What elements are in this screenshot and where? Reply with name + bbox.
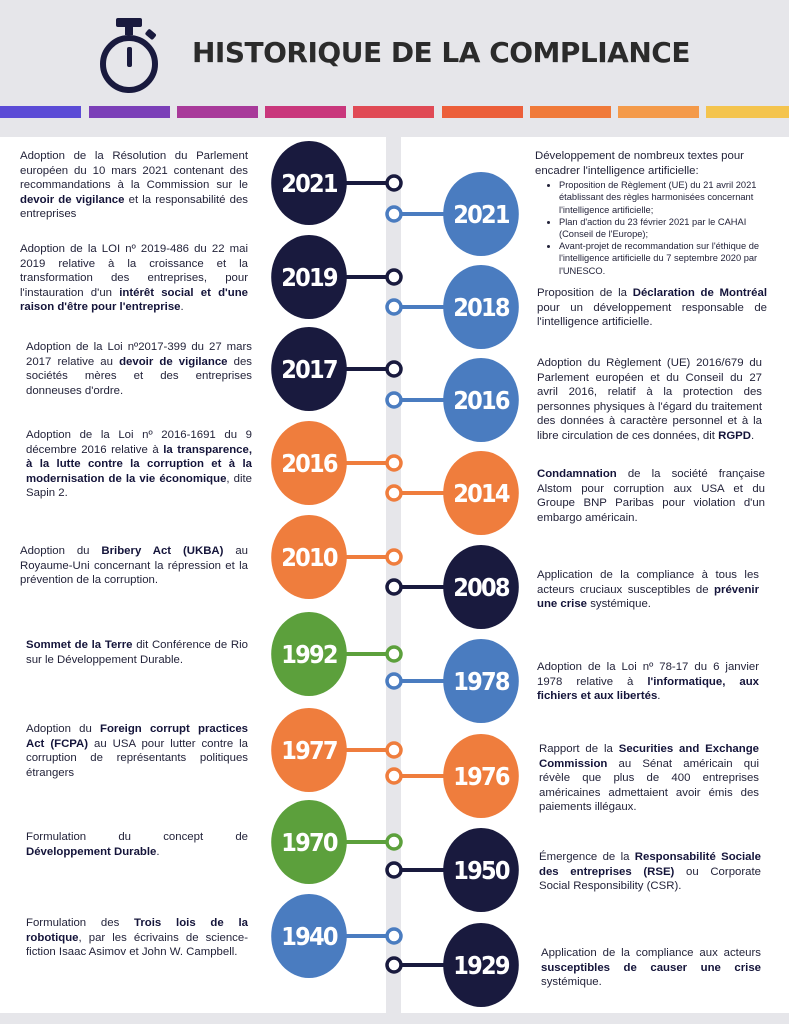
timeline-dot xyxy=(387,362,401,376)
year-badge: 2014 xyxy=(443,451,519,535)
year-badge: 2008 xyxy=(443,545,519,629)
stripe-segment xyxy=(706,106,789,118)
event-emphasis: devoir de vigilance xyxy=(20,193,125,206)
right-event-text xyxy=(535,149,765,277)
left-event-text xyxy=(26,916,248,960)
left-event-text xyxy=(26,830,248,859)
timeline-dot xyxy=(387,958,401,972)
event-emphasis: Sommet de la Terre xyxy=(26,639,133,651)
stripe-segment xyxy=(353,106,434,118)
event-text-span: Adoption de la Résolution du Parlement européen du 10 mars 2021 contenant des recommandations à la Commission sur le xyxy=(20,150,248,192)
event-emphasis: Développement Durable xyxy=(26,845,157,858)
left-event-text xyxy=(26,638,248,667)
year-badge: 1976 xyxy=(443,734,519,818)
event-emphasis: Securities and Exchange Commission xyxy=(539,743,759,770)
stripe-segment xyxy=(442,106,523,118)
year-badge: 2010 xyxy=(271,515,347,599)
timeline-dot xyxy=(387,207,401,221)
year-badge: 2021 xyxy=(271,141,347,225)
year-badge: 1929 xyxy=(443,923,519,1007)
event-text-span: , dite Sapin 2. xyxy=(26,472,252,500)
timeline-dot xyxy=(387,393,401,407)
event-text-span: Application de la compliance à tous les acteurs cruciaux susceptibles de xyxy=(537,569,759,596)
timeline-dot xyxy=(387,769,401,783)
left-event-text xyxy=(26,428,252,501)
event-text-span: dit Conférence de Rio sur le Développement Durable. xyxy=(26,639,248,666)
event-emphasis: Bribery Act (UKBA) xyxy=(101,545,224,557)
event-text-span: Adoption du xyxy=(20,545,102,557)
event-bullet-list xyxy=(535,179,765,277)
list-item: • Avant-projet de recommandation sur l'éthique de l'intelligence artificielle du 7 septembre 2020 par l'UNESCO. xyxy=(559,240,765,277)
right-event-text xyxy=(537,568,759,612)
event-emphasis: Foreign corrupt practices Act (FCPA) xyxy=(26,723,249,750)
year-badge: 2016 xyxy=(443,358,519,442)
event-text-span: . xyxy=(156,845,160,858)
event-text-span: Adoption du xyxy=(26,723,100,735)
year-badge: 1940 xyxy=(271,894,347,978)
timeline-dot xyxy=(387,176,401,190)
list-item: • Proposition de Règlement (UE) du 21 avril 2021 établissant des règles harmonisées concernant l'intelligence artificielle; xyxy=(559,179,765,216)
event-text-span: au USA pour lutter contre la corruption de représentants politiques étrangers xyxy=(26,737,248,779)
page-title: HISTORIQUE DE LA COMPLIANCE xyxy=(192,36,690,69)
year-badge: 2017 xyxy=(271,327,347,411)
timeline-dot xyxy=(387,270,401,284)
event-emphasis: intérêt social et d'une raison d'être pour l'entreprise xyxy=(20,286,248,314)
event-emphasis: Trois lois de la robotique xyxy=(26,917,248,944)
timeline-dot xyxy=(387,743,401,757)
right-event-text xyxy=(541,946,761,990)
year-badge: 1978 xyxy=(443,639,519,723)
left-event-text xyxy=(20,149,248,222)
year-badge: 2019 xyxy=(271,235,347,319)
header xyxy=(0,0,789,103)
event-text-span: au Royaume-Uni concernant la répression et la prévention de la corruption. xyxy=(20,545,248,587)
right-event-text xyxy=(539,850,761,894)
timeline-dot xyxy=(387,300,401,314)
stripe-segment xyxy=(265,106,346,118)
event-text-span: Formulation du concept de xyxy=(26,831,248,843)
timeline-dot xyxy=(387,863,401,877)
event-text-span: . xyxy=(657,690,661,703)
list-item: • Plan d'action du 23 février 2021 par le CAHAI (Conseil de l'Europe); xyxy=(559,216,765,240)
event-emphasis: l'informatique, aux fichiers et aux libertés xyxy=(537,675,760,703)
event-emphasis: prévenir une crise xyxy=(537,583,759,611)
year-badge: 1977 xyxy=(271,708,347,792)
event-text-span: systémique. xyxy=(541,976,602,989)
event-text-span: Application de la compliance aux acteurs xyxy=(541,947,761,959)
timeline-dot xyxy=(387,580,401,594)
event-text-span: pour un développement responsable de l'intelligence artificielle. xyxy=(537,301,767,329)
timeline-dot xyxy=(387,835,401,849)
event-text-span: Rapport de la xyxy=(539,743,619,755)
event-emphasis: Condamnation xyxy=(537,468,617,480)
year-badge: 2016 xyxy=(271,421,347,505)
timeline-dot xyxy=(387,647,401,661)
timeline-dot xyxy=(387,486,401,500)
timeline-dot xyxy=(387,929,401,943)
year-badge: 1950 xyxy=(443,828,519,912)
event-text-span: Adoption de la LOI nº 2019-486 du 22 mai 2019 relative à la croissance et la transformation des entreprises, pour l'instauration d'un xyxy=(20,243,248,299)
timeline-dot xyxy=(387,456,401,470)
stripe-segment xyxy=(0,106,81,118)
event-emphasis: Déclaration de Montréal xyxy=(632,287,767,299)
right-event-text xyxy=(537,286,767,330)
left-event-text xyxy=(20,242,248,315)
right-event-text xyxy=(537,356,762,444)
event-text-span: Adoption du Règlement (UE) 2016/679 du Parlement européen et du Conseil du 27 avril 2016, relatif à la protection des personnes physiques à l'égard du traitement des données à caractère personnel et à la libre circulation de ces données, dit xyxy=(537,357,762,442)
event-text-span: ou Corporate Social Responsibility (CSR). xyxy=(539,865,761,893)
event-text-span: systémique. xyxy=(587,598,651,611)
event-text-span: au Sénat américain qui révèle que plus de 400 entreprises américaines admettaient avoir émis des paiements illégaux. xyxy=(539,757,759,814)
left-event-text xyxy=(26,722,248,780)
event-text-span: , par les écrivains de science-fiction Isaac Asimov et John W. Campbell. xyxy=(26,931,248,959)
year-badge: 1970 xyxy=(271,800,347,884)
year-badge: 1992 xyxy=(271,612,347,696)
event-text-span: Adoption de la Loi nº 2016-1691 du 9 décembre 2016 relative à xyxy=(26,429,252,456)
event-text-span: Proposition de la xyxy=(537,287,633,299)
right-event-text xyxy=(537,467,765,525)
event-intro: Développement de nombreux textes pour encadrer l'intelligence artificielle: xyxy=(535,150,744,177)
left-event-text xyxy=(26,340,252,398)
year-badge: 2021 xyxy=(443,172,519,256)
event-emphasis: RGPD xyxy=(718,429,752,442)
event-text-span: Formulation des xyxy=(26,917,135,929)
event-text-span: des sociétés mères et des entreprises donneuses d'ordre. xyxy=(26,355,252,397)
color-stripe xyxy=(0,106,789,118)
timeline-dot xyxy=(387,550,401,564)
timeline-dot xyxy=(387,674,401,688)
stripe-segment xyxy=(89,106,170,118)
right-event-text xyxy=(537,660,759,704)
event-text-span: et la responsabilité des entreprises xyxy=(20,193,248,221)
stopwatch-icon xyxy=(97,16,161,96)
right-event-text xyxy=(539,742,759,815)
year-badge: 2018 xyxy=(443,265,519,349)
stripe-segment xyxy=(530,106,611,118)
event-emphasis: la transparence, à la lutte contre la corruption et à la modernisation de la vie économique xyxy=(26,443,252,485)
event-emphasis: devoir de vigilance xyxy=(119,355,228,368)
stripe-segment xyxy=(618,106,699,118)
stripe-segment xyxy=(177,106,258,118)
event-text-span: Adoption de la Loi nº2017-399 du 27 mars 2017 relative au xyxy=(26,341,252,368)
event-text-span: Adoption de la Loi nº 78-17 du 6 janvier 1978 relative à xyxy=(537,661,759,688)
event-text-span: de la société française Alstom pour corruption aux USA et du Groupe BNP Paribas pour violation d'un embargo américain. xyxy=(537,468,765,524)
event-emphasis: Responsabilité Sociale des entreprises (RSE) xyxy=(539,851,761,878)
event-text-span: . xyxy=(751,429,755,442)
event-text-span: . xyxy=(180,301,184,314)
left-event-text xyxy=(20,544,248,588)
event-text-span: Émergence de la xyxy=(539,851,635,863)
event-emphasis: susceptibles de causer une crise xyxy=(541,961,761,974)
